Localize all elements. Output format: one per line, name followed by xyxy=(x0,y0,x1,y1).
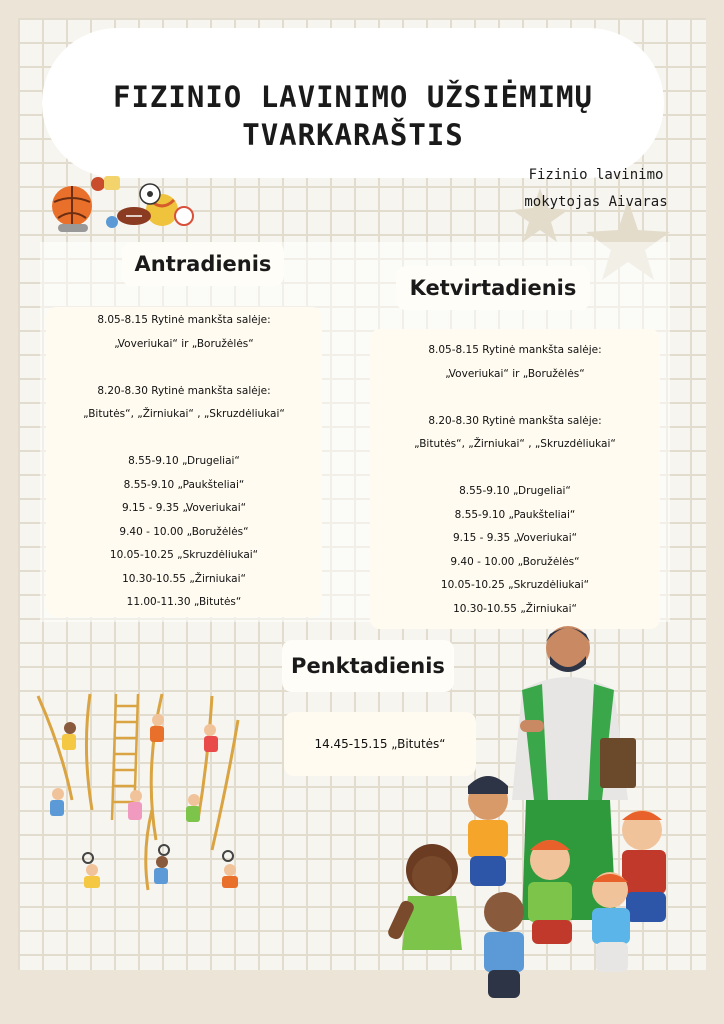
teacher-with-children-illustration xyxy=(372,620,712,1010)
schedule-line: 8.55-9.10 „Paukšteliai“ xyxy=(123,478,245,491)
thursday-heading: Ketvirtadienis xyxy=(396,266,590,310)
schedule-line: „Voveriukai“ ir „Boružėlės“ xyxy=(114,337,254,350)
schedule-line: 9.40 - 10.00 „Boružėlės“ xyxy=(450,555,580,568)
schedule-line: 11.00-11.30 „Bitutės“ xyxy=(126,596,242,608)
schedule-line: 10.05-10.25 „Skruzdėliukai“ xyxy=(109,549,259,561)
teacher-caption xyxy=(496,162,696,216)
tuesday-heading: Antradienis xyxy=(122,242,284,286)
friday-heading: Penktadienis xyxy=(282,640,454,692)
climbing-kids-illustration xyxy=(32,690,262,920)
thursday-schedule-card xyxy=(370,329,660,629)
page-title xyxy=(42,78,664,154)
schedule-line: 14.45-15.15 „Bitutės“ xyxy=(314,737,446,751)
schedule-line: 8.55-9.10 „Drugeliai“ xyxy=(459,485,571,497)
schedule-line: 10.05-10.25 „Skruzdėliukai“ xyxy=(440,579,590,591)
schedule-line: „Voveriukai“ ir „Boružėlės“ xyxy=(445,367,585,380)
teacher-line-1: Fizinio lavinimo xyxy=(528,167,664,183)
schedule-line: 10.30-10.55 „Žirniukai“ xyxy=(453,602,577,615)
sports-balls-illustration xyxy=(50,172,200,236)
title-line-1: FIZINIO LAVINIMO UŽSIĖMIMŲ xyxy=(113,80,593,114)
schedule-line: 8.55-9.10 „Drugeliai“ xyxy=(128,455,240,467)
schedule-line: 8.20-8.30 Rytinė mankšta salėje: xyxy=(97,384,271,397)
schedule-line: 10.30-10.55 „Žirniukai“ xyxy=(122,572,246,585)
schedule-line: „Bitutės“, „Žirniukai“ , „Skruzdėliukai“ xyxy=(414,438,616,450)
title-line-2: TVARKARAŠTIS xyxy=(242,118,464,152)
schedule-line: 9.15 - 9.35 „Voveriukai“ xyxy=(121,502,247,514)
schedule-line: 9.40 - 10.00 „Boružėlės“ xyxy=(119,525,249,538)
schedule-line: 9.15 - 9.35 „Voveriukai“ xyxy=(452,532,578,544)
schedule-line: 8.05-8.15 Rytinė mankšta salėje: xyxy=(428,344,602,356)
schedule-line: 8.55-9.10 „Paukšteliai“ xyxy=(454,508,576,521)
tuesday-schedule-card xyxy=(46,307,322,617)
teacher-line-2: mokytojas Aivaras xyxy=(524,194,668,210)
schedule-line: 8.05-8.15 Rytinė mankšta salėje: xyxy=(97,314,271,326)
schedule-line: 8.20-8.30 Rytinė mankšta salėje: xyxy=(428,414,602,427)
schedule-line: „Bitutės“, „Žirniukai“ , „Skruzdėliukai“ xyxy=(83,408,285,420)
